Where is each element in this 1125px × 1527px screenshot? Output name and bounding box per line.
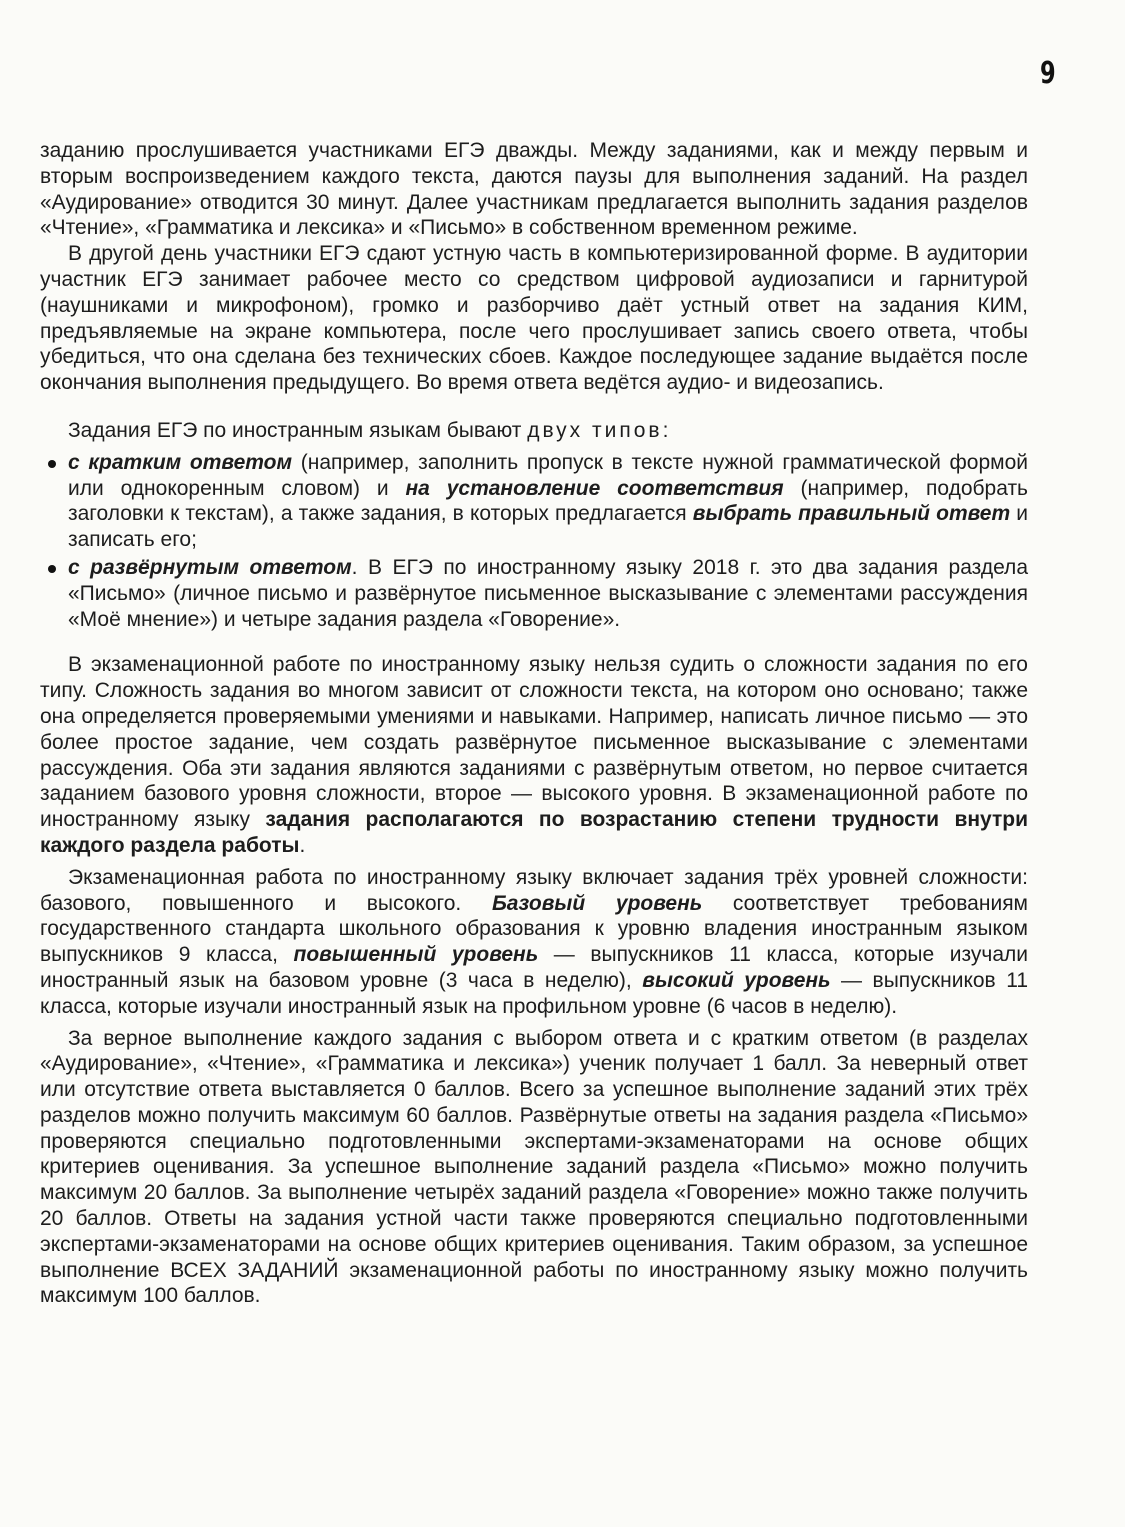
paragraph-task-types: Задания ЕГЭ по иностранным языкам бывают двух типов: bbox=[68, 418, 669, 442]
document-body bbox=[40, 138, 1028, 1309]
paragraph-scoring: За верное выполнение каждого задания с выбором ответа и с кратким ответом (в разделах «Аудирование», «Чтение», «Грамматика и лексика») ученик получает 1 балл. За неверный ответ или отсутствие ответа выставляется 0 баллов. Всего за успешное выполнение заданий этих трёх разделов можно получить максимум 60 баллов. Развёрнутые ответы на задания раздела «Письмо» проверяются специально подготовленными экспертами-экзаменаторами на основе общих критериев оценивания. За успешное выполнение заданий раздела «Письмо» можно получить максимум 20 баллов. За выполнение четырёх заданий раздела «Говорение» можно также получить 20 баллов. Ответы на задания устной части также проверяются специально подготовленными экспертами-экзаменаторами на основе общих критериев оценивания. Таким образом, за успешное выполнение ВСЕХ ЗАДАНИЙ экзаменационной работы по иностранному языку можно получить максимум 100 баллов. bbox=[40, 1026, 1028, 1308]
paragraph-difficulty: В экзаменационной работе по иностранному языку нельзя судить о сложности задания по его типу. Сложность задания во многом зависит от сложности текста, на котором оно основано; также она определяется проверяемыми умениями и навыками. Например, написать личное письмо — это более простое задание, чем создать развёрнутое письменное высказывание с элементами рассуждения. Оба эти задания являются заданиями с развёрнутым ответом, но первое считается заданием базового уровня сложности, второе — высокого уровня. В экзаменационной работе по иностранному языку задания располагаются по возрастанию степени трудности внутри каждого раздела работы. bbox=[40, 653, 1029, 857]
task-types-list bbox=[40, 450, 1028, 633]
list-item: с кратким ответом (например, заполнить пропуск в тексте нужной грамматической формой или однокоренным словом) и на установление соответствия (например, подобрать заголовки к текстам), а также задания, в которых предлагается выбрать правильный ответ и записать его; bbox=[40, 450, 1028, 553]
page-number: 9 bbox=[1040, 56, 1055, 91]
paragraph-oral-part: В другой день участники ЕГЭ сдают устную часть в компьютеризированной форме. В аудитории участник ЕГЭ занимает рабочее место со средством цифровой аудиозаписи и гарнитурой (наушниками и микрофоном), громко и разборчиво даёт устный ответ на задания КИМ, предъявляемые на экране компьютера, после чего прослушивает запись своего ответа, чтобы убедиться, что она сделана без технических сбоев. Каждое последующее задание выдаётся после окончания выполнения предыдущего. Во время ответа ведётся аудио- и видеозапись. bbox=[40, 242, 1028, 395]
paragraph-listening: заданию прослушивается участниками ЕГЭ дважды. Между заданиями, как и между первым и вторым воспроизведением каждого текста, даются паузы для выполнения заданий. На раздел «Аудирование» отводится 30 минут. Далее участникам предлагается выполнить задания разделов «Чтение», «Грамматика и лексика» и «Письмо» в собственном временном режиме. bbox=[40, 139, 1028, 240]
list-item: с развёрнутым ответом. В ЕГЭ по иностранному языку 2018 г. это два задания раздела «Письмо» (личное письмо и развёрнутое письменное высказывание с элементами рассуждения «Моё мнение») и четыре задания раздела «Говорение». bbox=[40, 555, 1028, 632]
paragraph-levels: Экзаменационная работа по иностранному языку включает задания трёх уровней сложности: базового, повышенного и высокого. Базовый уровень соответствует требованиям государственного стандарта школьного образования к уровню владения иностранным языком выпускников 9 класса, повышенный уровень — выпускников 11 класса, которые изучали иностранный язык на базовом уровне (3 часа в неделю), высокий уровень — выпускников 11 класса, которые изучали иностранный язык на профильном уровне (6 часов в неделю). bbox=[40, 865, 1029, 1018]
bullet-icon bbox=[48, 460, 56, 468]
bullet-icon bbox=[48, 565, 56, 573]
